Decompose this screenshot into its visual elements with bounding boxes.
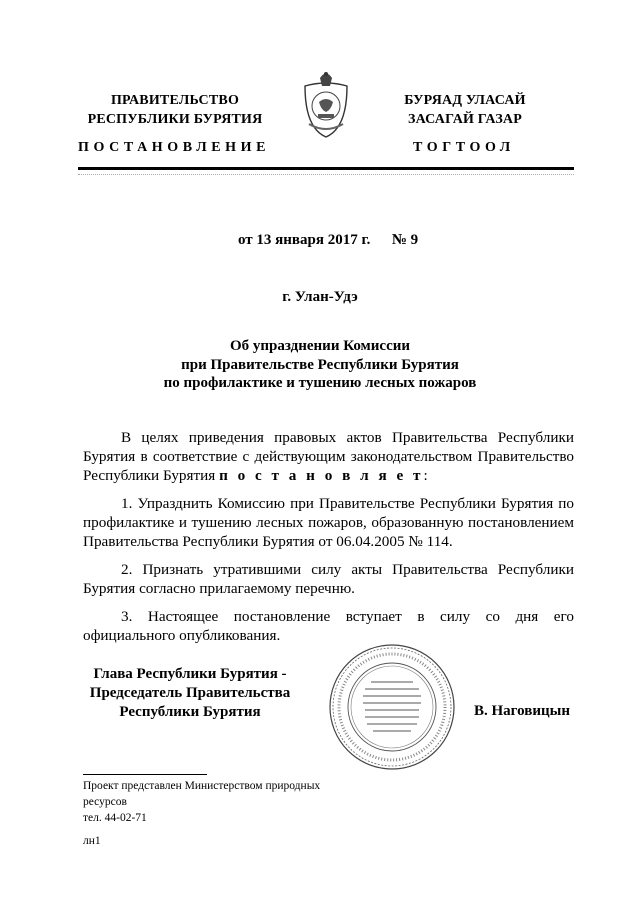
document-date: от 13 января 2017 г. [238, 232, 371, 248]
footer-rule [83, 774, 207, 775]
position-line3: Республики Бурятия [119, 704, 261, 720]
footer-code: лн1 [83, 835, 101, 847]
item-2: 2. Признать утратившими силу акты Правительства Республики Бурятия согласно прилагаемому перечню. [83, 561, 574, 597]
issuer-ru [80, 91, 270, 129]
position-line2: Председатель Правительства [89, 685, 291, 701]
footer-note [83, 778, 383, 849]
document-number: № 9 [391, 232, 419, 248]
header-dotted-line [78, 174, 574, 175]
footer-phone: тел. 44-02-71 [83, 812, 147, 824]
document-title [0, 337, 640, 393]
document-body [83, 428, 574, 645]
date-line [238, 232, 418, 249]
issuer-bur [385, 91, 545, 129]
footer-line2: ресурсов [83, 796, 127, 808]
issuer-bur-line1: БУРЯАД УЛАСАЙ [404, 93, 526, 108]
intro-paragraph [83, 428, 574, 485]
position-line1: Глава Республики Бурятия - [93, 666, 287, 682]
decree-word: п о с т а н о в л я е т [219, 467, 424, 484]
footer-line1: Проект представлен Министерством природных [83, 780, 321, 792]
signatory-name: В. Наговицын [474, 703, 570, 719]
stamp-icon [327, 642, 457, 772]
title-line2: при Правительстве Республики Бурятия [181, 356, 459, 373]
issuer-ru-line2: РЕСПУБЛИКИ БУРЯТИЯ [87, 112, 263, 127]
intro-text: В целях приведения правовых актов Правительства Республики Бурятия в соответствие с действующим законодательством Правительство Республики Бурятия [83, 429, 574, 484]
signatory-position [80, 665, 300, 722]
issuer-ru-line1: ПРАВИТЕЛЬСТВО [110, 93, 240, 108]
doc-type-bur: ТОГТООЛ [413, 140, 515, 155]
intro-colon: : [423, 467, 428, 484]
item-1: 1. Упразднить Комиссию при Правительстве Республики Бурятия по профилактике и тушению лесных пожаров, образованную постановлением Правительства Республики Бурятия от 06.04.2005 № 114. [83, 495, 574, 550]
title-line3: по профилактике и тушению лесных пожаров [163, 375, 477, 391]
header-divider [78, 167, 574, 170]
city: г. Улан-Удэ [282, 289, 358, 305]
item-3: 3. Настоящее постановление вступает в силу со дня его официального опубликования. [83, 608, 574, 644]
coat-of-arms-icon [299, 68, 353, 140]
issuer-bur-line2: ЗАСАГАЙ ГАЗАР [407, 112, 522, 127]
doc-type-ru: ПОСТАНОВЛЕНИЕ [78, 140, 271, 155]
title-line1: Об упразднении Комиссии [229, 338, 411, 354]
